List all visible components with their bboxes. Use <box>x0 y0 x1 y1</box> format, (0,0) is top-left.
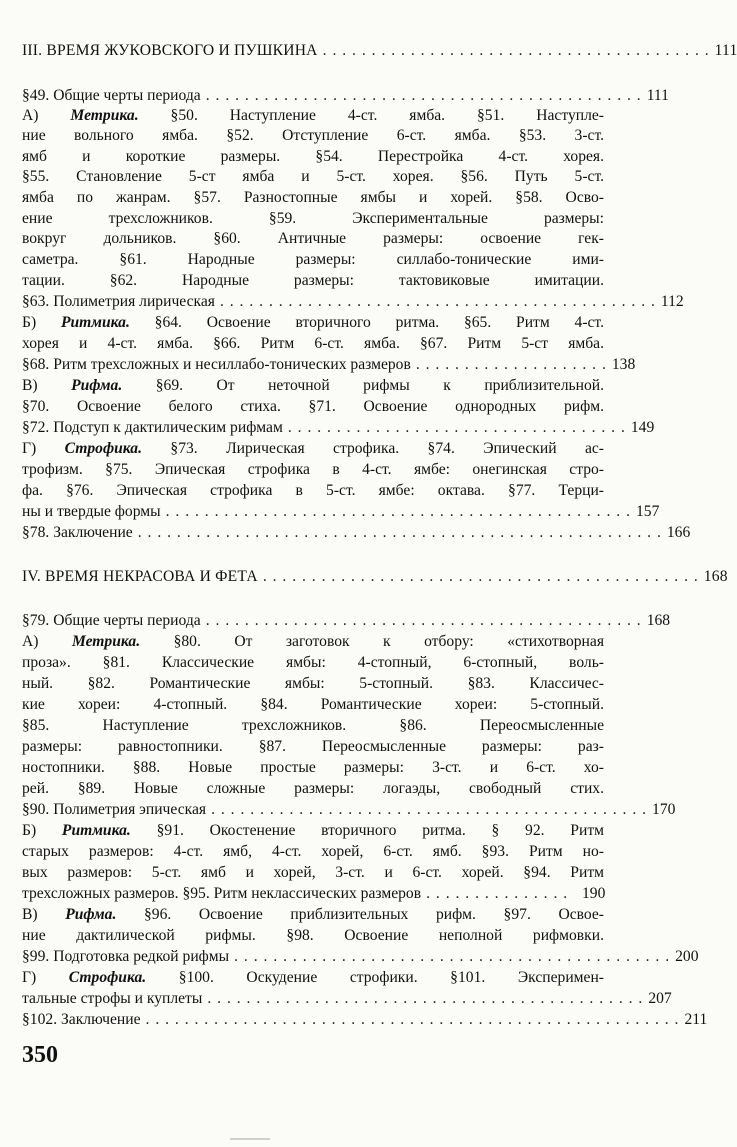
toc-line: §55. Становление 5-ст ямба и 5-ст. хорея. §56. Путь 5-ст. <box>22 168 604 185</box>
toc-line: ный. §82. Романтические ямбы: 5-стопный. §83. Классичес- <box>22 675 604 692</box>
toc-entry: А) Метрика. §50. Наступление 4-ст. ямба. §51. Наступле- <box>22 107 604 124</box>
toc-line: рей. §89. Новые сложные размеры: логаэды, свободный стих. <box>22 780 604 797</box>
toc-entry: В) Рифма. §69. От неточной рифмы к приблизительной. <box>22 377 604 394</box>
page-ref: 170 <box>652 801 676 818</box>
toc-entry: §78. Заключение . . . . . . . . . . . . . . . . . . . . . . . . . . . . . . . . . . . . . . . . . . . . . . . . . . . . . . 166 <box>22 524 691 541</box>
toc-entry: Б) Ритмика. §91. Окостенение вторичного ритма. § 92. Ритм <box>22 822 604 839</box>
divider <box>230 1138 270 1140</box>
toc-entry: §68. Ритм трехсложных и несиллабо-тонических размеров . . . . . . . . . . . . . . . . . . . . 138 <box>22 356 636 373</box>
chapter-title: IV. ВРЕМЯ НЕКРАСОВА И ФЕТА <box>22 568 258 585</box>
toc-line: фа. §76. Эпическая строфика в 5-ст. ямбе: октава. §77. Терци- <box>22 482 604 499</box>
toc-entry: трехсложных размеров. §95. Ритм неклассических размеров . . . . . . . . . . . . . . . 190 <box>22 885 606 902</box>
toc-line: хорея и 4-ст. ямба. §66. Ритм 6-ст. ямба. §67. Ритм 5-ст ямба. <box>22 335 604 352</box>
page-ref: 166 <box>666 524 691 541</box>
toc-line: §85. Наступление трехсложников. §86. Переосмысленные <box>22 717 604 734</box>
page-number: 350 <box>22 1042 58 1068</box>
toc-line: старых размеров: 4-ст. ямб, 4-ст. хорей, 6-ст. ямб. §93. Ритм но- <box>22 843 604 860</box>
leader-dots: . . . . . . . . . . . . . . . . . . . . . . . . . . . . . . . . . . . . . . . . . . . . . <box>262 568 699 585</box>
page-ref: 207 <box>648 990 672 1007</box>
toc-entry: Г) Строфика. §100. Оскудение строфики. §101. Эксперимен- <box>22 969 604 986</box>
toc-entry: §79. Общие черты периода . . . . . . . . . . . . . . . . . . . . . . . . . . . . . . . . . . . . . . . . . . . . . 168 <box>22 612 671 629</box>
toc-line: размеры: равностопники. §87. Переосмысленные размеры: раз- <box>22 738 604 755</box>
section-label: Ритмика. <box>61 822 131 839</box>
chapter-title: III. ВРЕМЯ ЖУКОВСКОГО И ПУШКИНА <box>22 42 318 59</box>
toc-entry: §99. Подготовка редкой рифмы . . . . . . . . . . . . . . . . . . . . . . . . . . . . . . . . . . . . . . . . . . . . . 200 <box>22 948 699 965</box>
page-ref: 111 <box>646 87 669 104</box>
toc-entry: §72. Подступ к дактилическим рифмам . . . . . . . . . . . . . . . . . . . . . . . . . . . . . . . . . . . 149 <box>22 419 655 436</box>
page-ref: 111 <box>714 42 737 59</box>
section-label: Рифма. <box>65 906 117 923</box>
toc-line: ение трехсложников. §59. Экспериментальные размеры: <box>22 210 604 227</box>
toc-entry: В) Рифма. §96. Освоение приблизительных рифм. §97. Освое- <box>22 906 604 923</box>
toc-entry: А) Метрика. §80. От заготовок к отбору: «стихотворная <box>22 633 604 650</box>
page-ref: 168 <box>703 568 728 585</box>
toc-line: трофизм. §75. Эпическая строфика в 4-ст. ямбе: онегинская стро- <box>22 461 604 478</box>
toc-line: ние вольного ямба. §52. Отступление 6-ст. ямба. §53. 3-ст. <box>22 127 604 144</box>
toc-line: кие хореи: 4-стопный. §84. Романтические хореи: 5-стопный. <box>22 696 604 713</box>
section-label: Строфика. <box>64 440 142 457</box>
toc-entry: §49. Общие черты периода . . . . . . . . . . . . . . . . . . . . . . . . . . . . . . . . . . . . . . . . . . . . . 111 <box>22 87 669 104</box>
section-label: Строфика. <box>68 969 147 986</box>
page-ref: 112 <box>660 293 684 310</box>
page-ref: 190 <box>582 885 606 902</box>
toc-entry: ны и твердые формы . . . . . . . . . . . . . . . . . . . . . . . . . . . . . . . . . . . . . . . . . . . . . . . . 157 <box>22 503 660 520</box>
page-ref: 138 <box>611 356 636 373</box>
toc-line: проза». §81. Классические ямбы: 4-стопный, 6-стопный, воль- <box>22 654 604 671</box>
toc-line: тации. §62. Народные размеры: тактовиковые имитации. <box>22 272 604 289</box>
toc-line: ние дактилической рифмы. §98. Освоение неполной рифмовки. <box>22 927 604 944</box>
toc-entry: §102. Заключение . . . . . . . . . . . . . . . . . . . . . . . . . . . . . . . . . . . . . . . . . . . . . . . . . . . . . . . 211 <box>22 1011 708 1028</box>
page-ref: 200 <box>675 948 699 965</box>
toc-line: вокруг дольников. §60. Античные размеры: освоение гек- <box>22 230 604 247</box>
toc-line: ностопники. §88. Новые простые размеры: 3-ст. и 6-ст. хо- <box>22 759 604 776</box>
chapter-4-heading <box>22 566 728 587</box>
toc-entry: тальные строфы и куплеты . . . . . . . . . . . . . . . . . . . . . . . . . . . . . . . . . . . . . . . . . . . . . 207 <box>22 990 672 1007</box>
toc-line: вых размеров: 5-ст. ямб и хорей, 3-ст. и 6-ст. хорей. §94. Ритм <box>22 864 604 881</box>
leader-dots: . . . . . . . . . . . . . . . . . . . . . . . . . . . . . . . . . . . . . . . . <box>322 42 710 59</box>
toc-entry: Б) Ритмика. §64. Освоение вторичного ритма. §65. Ритм 4-ст. <box>22 314 604 331</box>
toc-entry: Г) Строфика. §73. Лирическая строфика. §74. Эпический ас- <box>22 440 604 457</box>
toc-entry: §90. Полиметрия эпическая . . . . . . . . . . . . . . . . . . . . . . . . . . . . . . . . . . . . . . . . . . . . . 170 <box>22 801 676 818</box>
section-label: Метрика. <box>70 107 139 124</box>
toc-line: §70. Освоение белого стиха. §71. Освоение однородных рифм. <box>22 398 604 415</box>
section-label: Метрика. <box>71 633 141 650</box>
toc-line: ямба по жанрам. §57. Разностопные ямбы и хорей. §58. Осво- <box>22 189 604 206</box>
toc-line: ямб и короткие размеры. §54. Перестройка 4-ст. хорея. <box>22 148 604 165</box>
page-ref: 149 <box>630 419 655 436</box>
page-ref: 157 <box>635 503 660 520</box>
chapter-3-heading <box>22 40 737 61</box>
toc-line: саметра. §61. Народные размеры: силлабо-тонические ими- <box>22 251 604 268</box>
page-ref: 168 <box>646 612 671 629</box>
toc-entry: §63. Полиметрия лирическая . . . . . . . . . . . . . . . . . . . . . . . . . . . . . . . . . . . . . . . . . . . . . 112 <box>22 293 684 310</box>
page-ref: 211 <box>684 1011 708 1028</box>
section-label: Ритмика. <box>60 314 130 331</box>
section-label: Рифма. <box>71 377 123 394</box>
